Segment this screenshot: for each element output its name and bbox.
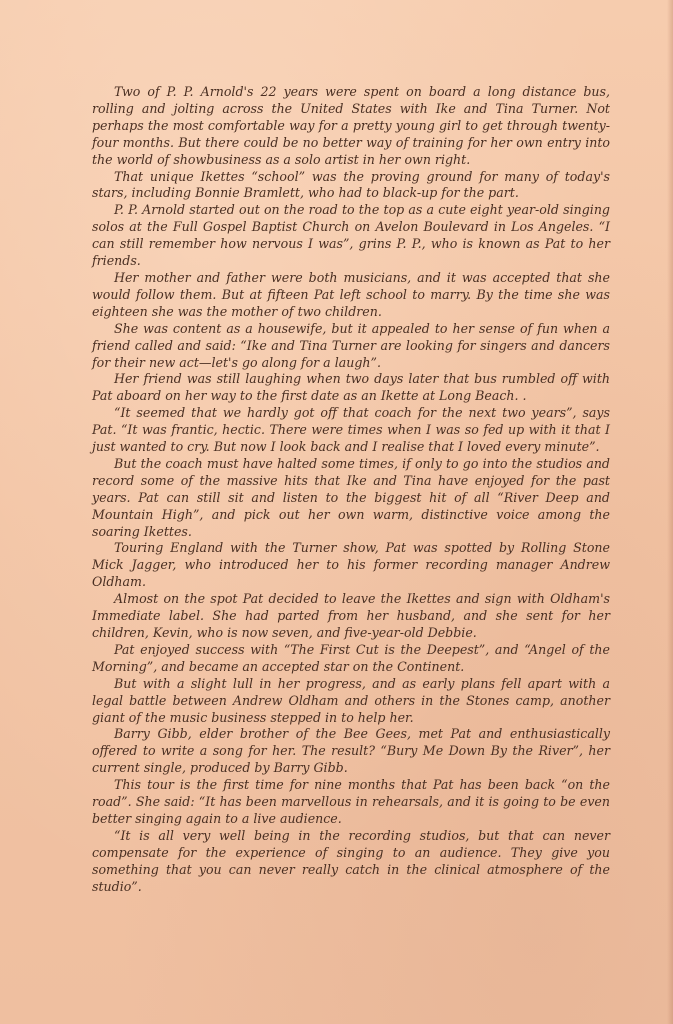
paragraph-15: “It is all very well being in the recording studios, but that can never compensate for the experience of singing to an audience. They give you something that you can never really catch in the clinical atmosphere of the studio”.: [92, 827, 610, 894]
paragraph-6: Her friend was still laughing when two days later that bus rumbled off with Pat aboard on her way to the first date as an Ikette at Long Beach. .: [92, 371, 610, 404]
paragraph-10: Almost on the spot Pat decided to leave the Ikettes and sign with Oldham's Immediate label. She had parted from her husband, and she sent for her children, Kevin, who is now seven, and five-year-old Debbie.: [92, 591, 610, 640]
paragraph-4: Her mother and father were both musicians, and it was accepted that she would follow them. But at fifteen Pat left school to marry. By the time she was eighteen she was the mother of two children.: [92, 269, 610, 319]
paragraph-7: “It seemed that we hardly got off that coach for the next two years”, says Pat. “It was frantic, hectic. There were times when I was so fed up with it that I just wanted to cry. But now I look back and I realise that I loved every minute”.: [92, 405, 610, 455]
paragraph-9: Touring England with the Turner show, Pat was spotted by Rolling Stone Mick Jagger, who introduced her to his former recording manager Andrew Oldham.: [92, 540, 610, 590]
paragraph-2: That unique Ikettes “school” was the proving ground for many of today's stars, including Bonnie Bramlett, who had to black-up for the part.: [92, 168, 610, 201]
paragraph-8: But the coach must have halted some times, if only to go into the studios and record some of the massive hits that Ike and Tina have enjoyed for the past years. Pat can still sit and listen to the biggest hit of all “River Deep and Mountain High”, and pick out her own warm, distinctive voice among the soaring Ikettes.: [92, 455, 610, 539]
paragraph-5: She was content as a housewife, but it appealed to her sense of fun when a friend called and said: “Ike and Tina Turner are looking for singers and dancers for their new act—let's go along for a laugh”.: [92, 320, 610, 370]
article-body: [92, 84, 610, 896]
paragraph-13: Barry Gibb, elder brother of the Bee Gees, met Pat and enthusiastically offered to write a song for her. The result? “Bury Me Down By the River”, her current single, produced by Barry Gibb.: [92, 726, 610, 776]
paragraph-1: Two of P. P. Arnold's 22 years were spent on board a long distance bus, rolling and jolting across the United States with Ike and Tina Turner. Not perhaps the most comfortable way for a pretty young girl to get through twenty-four months. But there could be no better way of training for her own entry into the world of showbusiness as a solo artist in her own right.: [92, 84, 610, 167]
paragraph-11: Pat enjoyed success with “The First Cut is the Deepest”, and “Angel of the Morning”, and became an accepted star on the Continent.: [92, 641, 610, 674]
paragraph-3: P. P. Arnold started out on the road to the top as a cute eight year-old singing solos at the Full Gospel Baptist Church on Avelon Boulevard in Los Angeles. “I can still remember how nervous I was”, grins P. P., who is known as Pat to her friends.: [92, 202, 610, 269]
page-edge-shadow: [667, 0, 673, 1024]
paragraph-14: This tour is the first time for nine months that Pat has been back “on the road”. She said: “It has been marvellous in rehearsals, and it is going to be even better singing again to a live audience.: [92, 777, 610, 826]
paragraph-12: But with a slight lull in her progress, and as early plans fell apart with a legal battle between Andrew Oldham and others in the Stones camp, another giant of the music business stepped in to help her.: [92, 675, 610, 725]
